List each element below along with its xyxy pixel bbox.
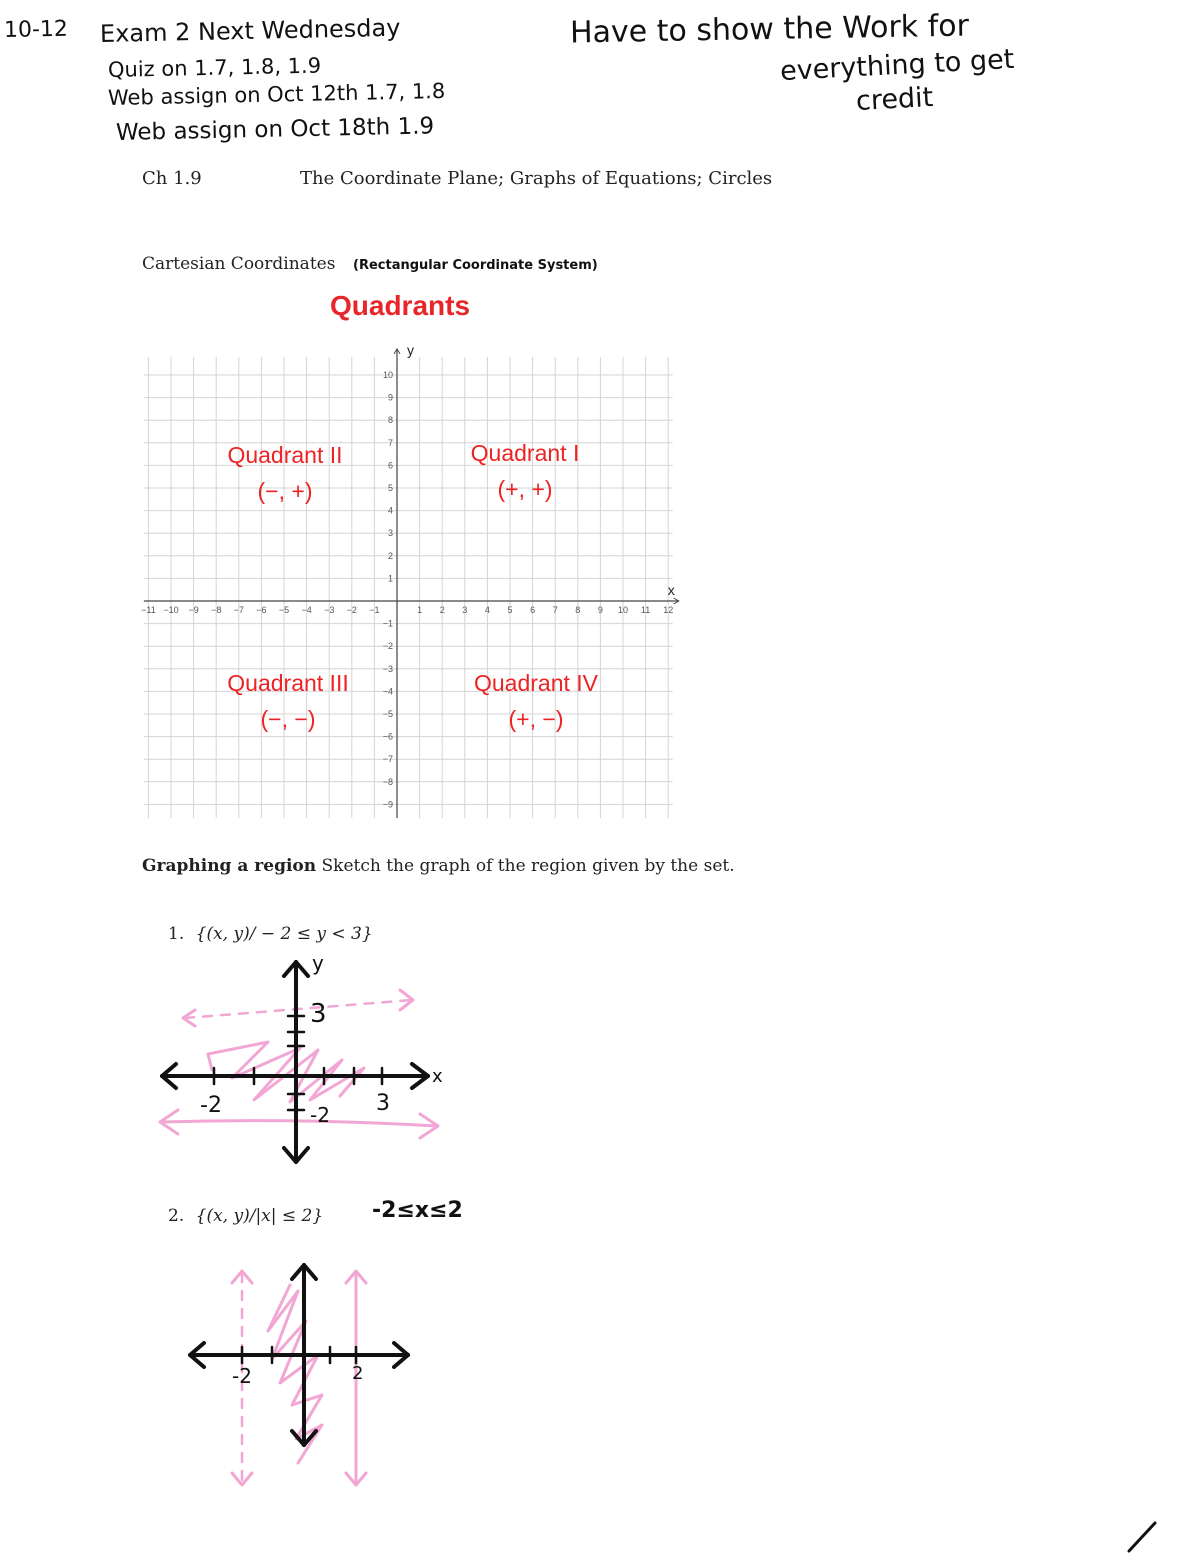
reminder-line-2: everything to get: [779, 43, 1015, 88]
x-tick-label: −10: [163, 605, 179, 615]
y-tick-label: 3: [387, 528, 393, 539]
graphing-region-heading: [142, 856, 735, 876]
p1-left-label: -2: [200, 1093, 222, 1118]
lower-boundary-solid: [162, 1121, 436, 1126]
p2-left-label: -2: [232, 1364, 252, 1388]
y-tick-label: −6: [382, 731, 393, 742]
graphing-region-instruction: Sketch the graph of the region given by the set.: [321, 856, 735, 876]
p1-lower-label: -2: [310, 1103, 330, 1127]
quadrants-title: Quadrants: [330, 290, 471, 321]
y-tick-label: −3: [382, 663, 393, 674]
x-tick-label: −8: [211, 605, 222, 615]
y-tick-label: −2: [382, 641, 393, 652]
pen-mark: [1125, 1515, 1165, 1555]
chapter-label: Ch 1.9: [142, 168, 202, 189]
webassign-note-1: Web assign on Oct 12th 1.7, 1.8: [107, 78, 446, 110]
quadrant-i-label: [425, 436, 625, 507]
x-tick-label: 1: [417, 605, 423, 615]
y-tick-label: 9: [387, 392, 393, 403]
y-tick-label: 5: [387, 483, 393, 493]
reminder-line-3: credit: [855, 82, 934, 117]
reminder-line-1: Have to show the Work for: [569, 8, 970, 51]
x-axis-label: x: [667, 582, 675, 598]
y-tick-label: −7: [382, 754, 393, 765]
quadrant-i-signs: (+, +): [497, 475, 553, 502]
problem-2: [168, 1206, 323, 1226]
graphing-region-bold: Graphing a region: [142, 856, 317, 876]
quadrant-iv-label: [436, 666, 636, 737]
y-tick-label: 7: [387, 437, 393, 448]
y-tick-label: 8: [387, 415, 393, 426]
y-tick-label: 2: [387, 550, 393, 561]
chapter-title: The Coordinate Plane; Graphs of Equations; Circles: [300, 168, 773, 189]
p2-right-label: 2: [352, 1363, 364, 1384]
rect-coord-note: (Rectangular Coordinate System): [353, 258, 598, 273]
x-tick-label: 6: [530, 605, 536, 615]
quiz-note: Quiz on 1.7, 1.8, 1.9: [107, 53, 322, 82]
x-tick-label: 4: [484, 605, 490, 615]
x-tick-label: 3: [462, 605, 468, 615]
p1-x-label: x: [432, 1066, 443, 1087]
problem-2-sketch: [180, 1255, 440, 1495]
x-tick-label: −3: [324, 605, 335, 615]
problem-1-sketch: [150, 950, 480, 1170]
y-tick-label: 6: [387, 460, 393, 471]
exam-note: Exam 2 Next Wednesday: [99, 13, 401, 48]
x-tick-label: −11: [141, 605, 156, 615]
y-tick-label: 1: [387, 573, 393, 584]
quadrant-iv-name: Quadrant IV: [473, 670, 599, 696]
y-axis-label: y: [407, 341, 414, 358]
problem-1-number: 1.: [168, 924, 185, 944]
webassign-note-2: Web assign on Oct 18th 1.9: [115, 113, 435, 146]
y-tick-label: −5: [382, 709, 393, 719]
y-tick-label: 4: [387, 505, 393, 516]
x-tick-label: 10: [617, 605, 629, 615]
p1-y-label: y: [312, 951, 324, 975]
x-tick-label: −2: [346, 605, 357, 615]
quadrant-iii-label: [188, 666, 388, 737]
problem-2-number: 2.: [168, 1206, 185, 1226]
y-tick-label: −9: [382, 799, 393, 810]
quadrant-ii-signs: (−, +): [257, 477, 313, 504]
x-tick-label: 5: [507, 605, 513, 615]
x-tick-label: −9: [188, 605, 199, 615]
quadrant-iv-signs: (+, −): [508, 705, 564, 732]
y-tick-label: 10: [382, 370, 393, 380]
quadrant-iii-signs: (−, −): [260, 705, 316, 732]
problem-2-answer: -2≤x≤2: [372, 1198, 463, 1223]
x-tick-label: 11: [640, 605, 651, 615]
quadrant-iii-name: Quadrant III: [227, 670, 349, 696]
cartesian-label: Cartesian Coordinates: [142, 254, 336, 274]
x-tick-label: 8: [575, 605, 581, 615]
problem-1: [168, 924, 373, 944]
quadrant-i-name: Quadrant I: [470, 440, 580, 466]
coordinate-grid: [141, 341, 705, 825]
x-tick-label: 9: [597, 605, 603, 615]
problem-1-set: {(x, y)/ − 2 ≤ y < 3}: [195, 924, 373, 944]
problem-2-set: {(x, y)/|x| ≤ 2}: [195, 1206, 324, 1226]
y-tick-label: −4: [382, 686, 393, 697]
region-shading: [208, 1042, 364, 1102]
y-tick-label: −8: [382, 776, 393, 787]
x-tick-label: −1: [369, 605, 380, 615]
x-tick-label: 2: [439, 605, 445, 615]
p1-right-label: 3: [376, 1091, 390, 1116]
x-tick-label: 7: [552, 605, 558, 615]
x-tick-label: −6: [256, 605, 267, 615]
x-tick-label: −7: [233, 605, 244, 615]
date-note: 10-12: [3, 16, 69, 43]
x-tick-label: −4: [301, 605, 312, 615]
p1-upper-label: 3: [310, 999, 327, 1029]
x-tick-label: −5: [278, 605, 290, 615]
y-tick-label: −1: [382, 618, 393, 629]
quadrant-ii-label: [185, 438, 385, 509]
x-tick-label: 12: [663, 605, 674, 615]
quadrant-ii-name: Quadrant II: [227, 442, 343, 468]
